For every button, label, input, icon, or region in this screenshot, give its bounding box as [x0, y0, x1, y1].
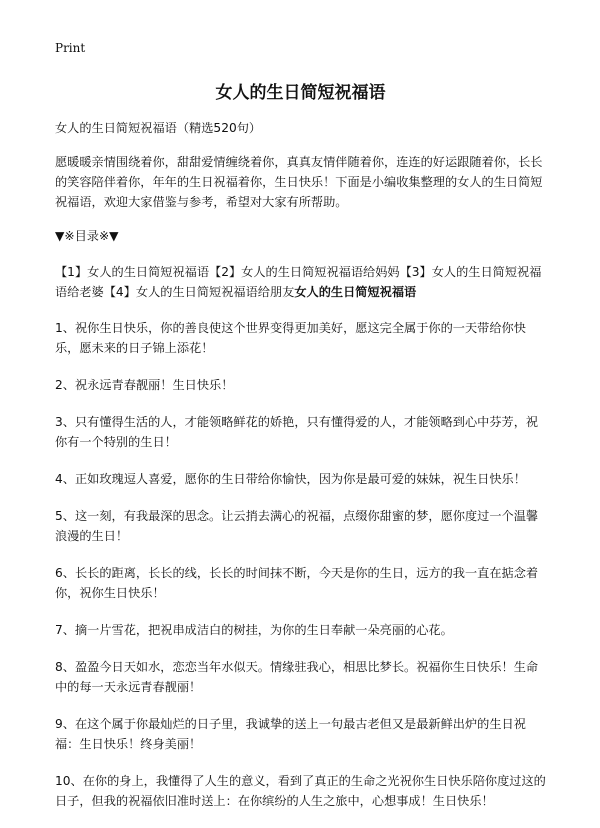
toc-heading: 女人的生日简短祝福语: [294, 285, 417, 299]
intro-paragraph: 愿暖暖亲情围绕着你，甜甜爱情缠绕着你，真真友情伴随着你，连连的好运跟随着你，长长的笑容陪伴着你，年年的生日祝福着你，生日快乐！下面是小编收集整理的女人的生日简短祝福语，欢迎大家借鉴与参考，希望对大家有所帮助。: [55, 155, 543, 209]
table-of-contents: [55, 262, 546, 302]
toc-links[interactable]: 【1】女人的生日简短祝福语【2】女人的生日简短祝福语给妈妈【3】女人的生日简短祝福语给老婆【4】女人的生日简短祝福语给朋友: [55, 265, 542, 299]
wish-item: 6、长长的距离，长长的线，长长的时间抹不断，今天是你的生日，远方的我一直在掂念着你，祝你生日快乐！: [55, 566, 539, 600]
wish-item: 8、盈盈今日天如水，恋恋当年水似天。情缘驻我心，相思比梦长。祝福你生日快乐！生命中的每一天永远青春靓丽！: [55, 660, 539, 694]
article-title: 女人的生日简短祝福语: [215, 83, 386, 103]
wish-item: 2、祝永远青春靓丽！生日快乐！: [55, 378, 234, 392]
wish-item: 5、这一刻，有我最深的思念。让云捎去满心的祝福，点缀你甜蜜的梦，愿你度过一个温馨浪漫的生日！: [55, 509, 539, 543]
wish-list: [55, 318, 546, 811]
wish-item: 9、在这个属于你最灿烂的日子里，我诚挚的送上一句最古老但又是最新鲜出炉的生日祝福：生日快乐！终身美丽！: [55, 717, 526, 751]
toc-marker: ▼※目录※▼: [55, 229, 119, 243]
wish-item: 3、只有懂得生活的人，才能领略鲜花的娇艳，只有懂得爱的人，才能领略到心中芬芳，祝你有一个特别的生日！: [55, 415, 539, 449]
wish-item: 7、摘一片雪花，把祝串成洁白的树挂，为你的生日奉献一朵亮丽的心花。: [55, 623, 453, 637]
print-link[interactable]: Print: [55, 41, 86, 55]
wish-item: 1、祝你生日快乐，你的善良使这个世界变得更加美好，愿这完全属于你的一天带给你快乐，愿未来的日子锦上添花！: [55, 321, 526, 355]
wish-item: 10、在你的身上，我懂得了人生的意义，看到了真正的生命之光祝你生日快乐陪你度过这的日子，但我的祝福依旧准时送上：在你缤纷的人生之旅中，心想事成！生日快乐！: [55, 774, 546, 808]
wish-item: 4、正如玫瑰逗人喜爱，愿你的生日带给你愉快，因为你是最可爱的妹妹，祝生日快乐！: [55, 472, 526, 486]
article-subtitle: 女人的生日简短祝福语（精选520句）: [55, 121, 262, 135]
